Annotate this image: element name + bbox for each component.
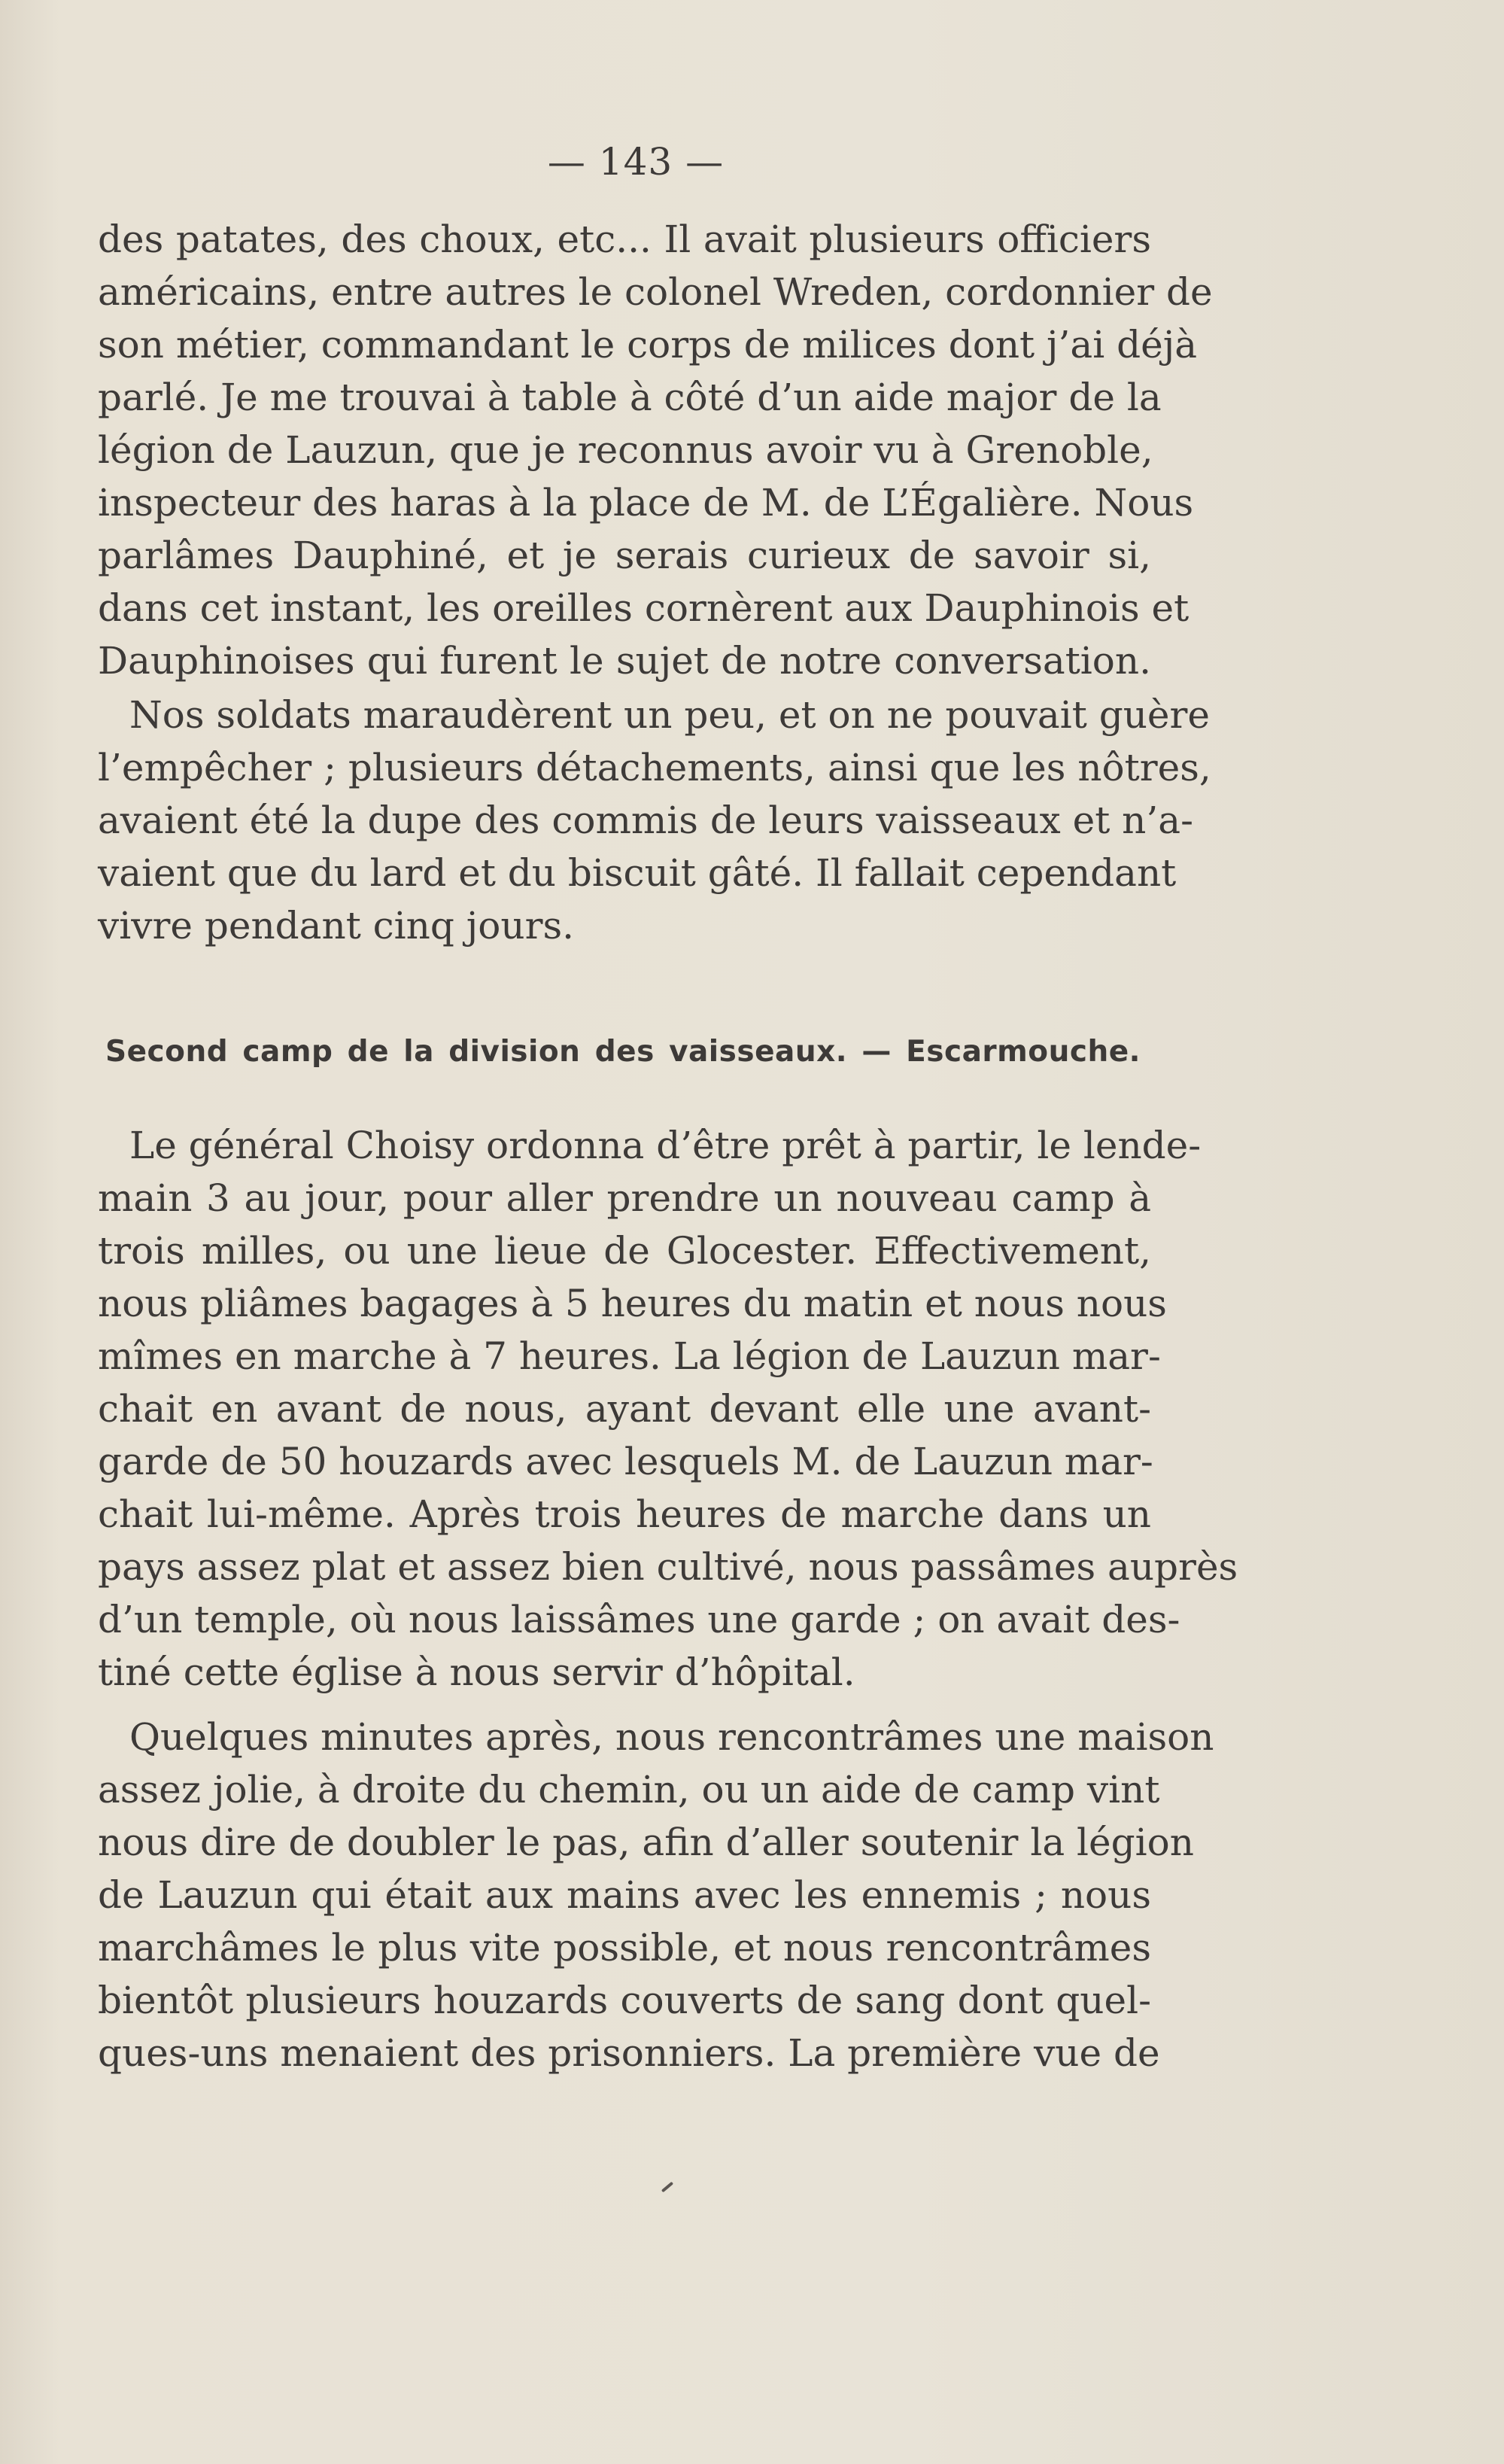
- text-line: parlâmes Dauphiné, et je serais curieux de savoir si,: [98, 534, 1151, 577]
- text-line: avaient été la dupe des commis de leurs vaisseaux et n’a-: [98, 799, 1193, 842]
- text-line: garde de 50 houzards avec lesquels M. de Lauzun mar-: [98, 1440, 1153, 1483]
- text-line: trois milles, ou une lieue de Glocester. Effectivement,: [98, 1229, 1151, 1273]
- text-line: bientôt plusieurs houzards couverts de sang dont quel-: [98, 1979, 1151, 2022]
- text-line: l’empêcher ; plusieurs détachements, ainsi que les nôtres,: [98, 746, 1211, 789]
- text-line: dans cet instant, les oreilles cornèrent aux Dauphinois et: [98, 586, 1190, 630]
- text-line: assez jolie, à droite du chemin, ou un aide de camp vint: [98, 1768, 1160, 1811]
- text-line: de Lauzun qui était aux mains avec les ennemis ; nous: [98, 1873, 1151, 1917]
- text-line: son métier, commandant le corps de milices dont j’ai déjà: [98, 323, 1198, 367]
- page-number: — 143 —: [547, 140, 725, 184]
- text-line: Nos soldats maraudèrent un peu, et on ne pouvait guère: [129, 693, 1211, 737]
- text-line: Dauphinoises qui furent le sujet de notre conversation.: [98, 639, 1151, 683]
- text-line: marchâmes le plus vite possible, et nous rencontrâmes: [98, 1926, 1151, 1970]
- text-line: pays assez plat et assez bien cultivé, nous passâmes auprès: [98, 1545, 1238, 1589]
- text-line: nous dire de doubler le pas, afin d’aller soutenir la légion: [98, 1821, 1194, 1864]
- section-heading: Second camp de la division des vaisseaux. — Escarmouche.: [105, 1035, 1141, 1069]
- text-line: des patates, des choux, etc... Il avait plusieurs officiers: [98, 218, 1151, 261]
- text-line: mîmes en marche à 7 heures. La légion de Lauzun mar-: [98, 1334, 1161, 1378]
- text-line: chait lui-même. Après trois heures de marche dans un: [98, 1492, 1151, 1536]
- text-line: inspecteur des haras à la place de M. de L’Égalière. Nous: [98, 481, 1194, 525]
- text-line: ques-uns menaient des prisonniers. La première vue de: [98, 2031, 1160, 2075]
- text-line: nous pliâmes bagages à 5 heures du matin et nous nous: [98, 1282, 1167, 1325]
- text-line: américains, entre autres le colonel Wreden, cordonnier de: [98, 270, 1213, 314]
- text-line: vaient que du lard et du biscuit gâté. Il fallait cependant: [98, 851, 1177, 895]
- ink-mark: [661, 2182, 673, 2193]
- text-line: Le général Choisy ordonna d’être prêt à partir, le lende-: [129, 1124, 1202, 1167]
- text-line: parlé. Je me trouvai à table à côté d’un aide major de la: [98, 376, 1162, 419]
- text-line: chait en avant de nous, ayant devant elle une avant-: [98, 1387, 1151, 1431]
- text-line: tiné cette église à nous servir d’hôpital.: [98, 1650, 855, 1694]
- text-line: légion de Lauzun, que je reconnus avoir vu à Grenoble,: [98, 428, 1153, 472]
- text-line: vivre pendant cinq jours.: [98, 904, 575, 948]
- text-line: Quelques minutes après, nous rencontrâmes une maison: [129, 1715, 1214, 1759]
- text-line: main 3 au jour, pour aller prendre un nouveau camp à: [98, 1176, 1151, 1220]
- text-line: d’un temple, où nous laissâmes une garde ; on avait des-: [98, 1598, 1180, 1641]
